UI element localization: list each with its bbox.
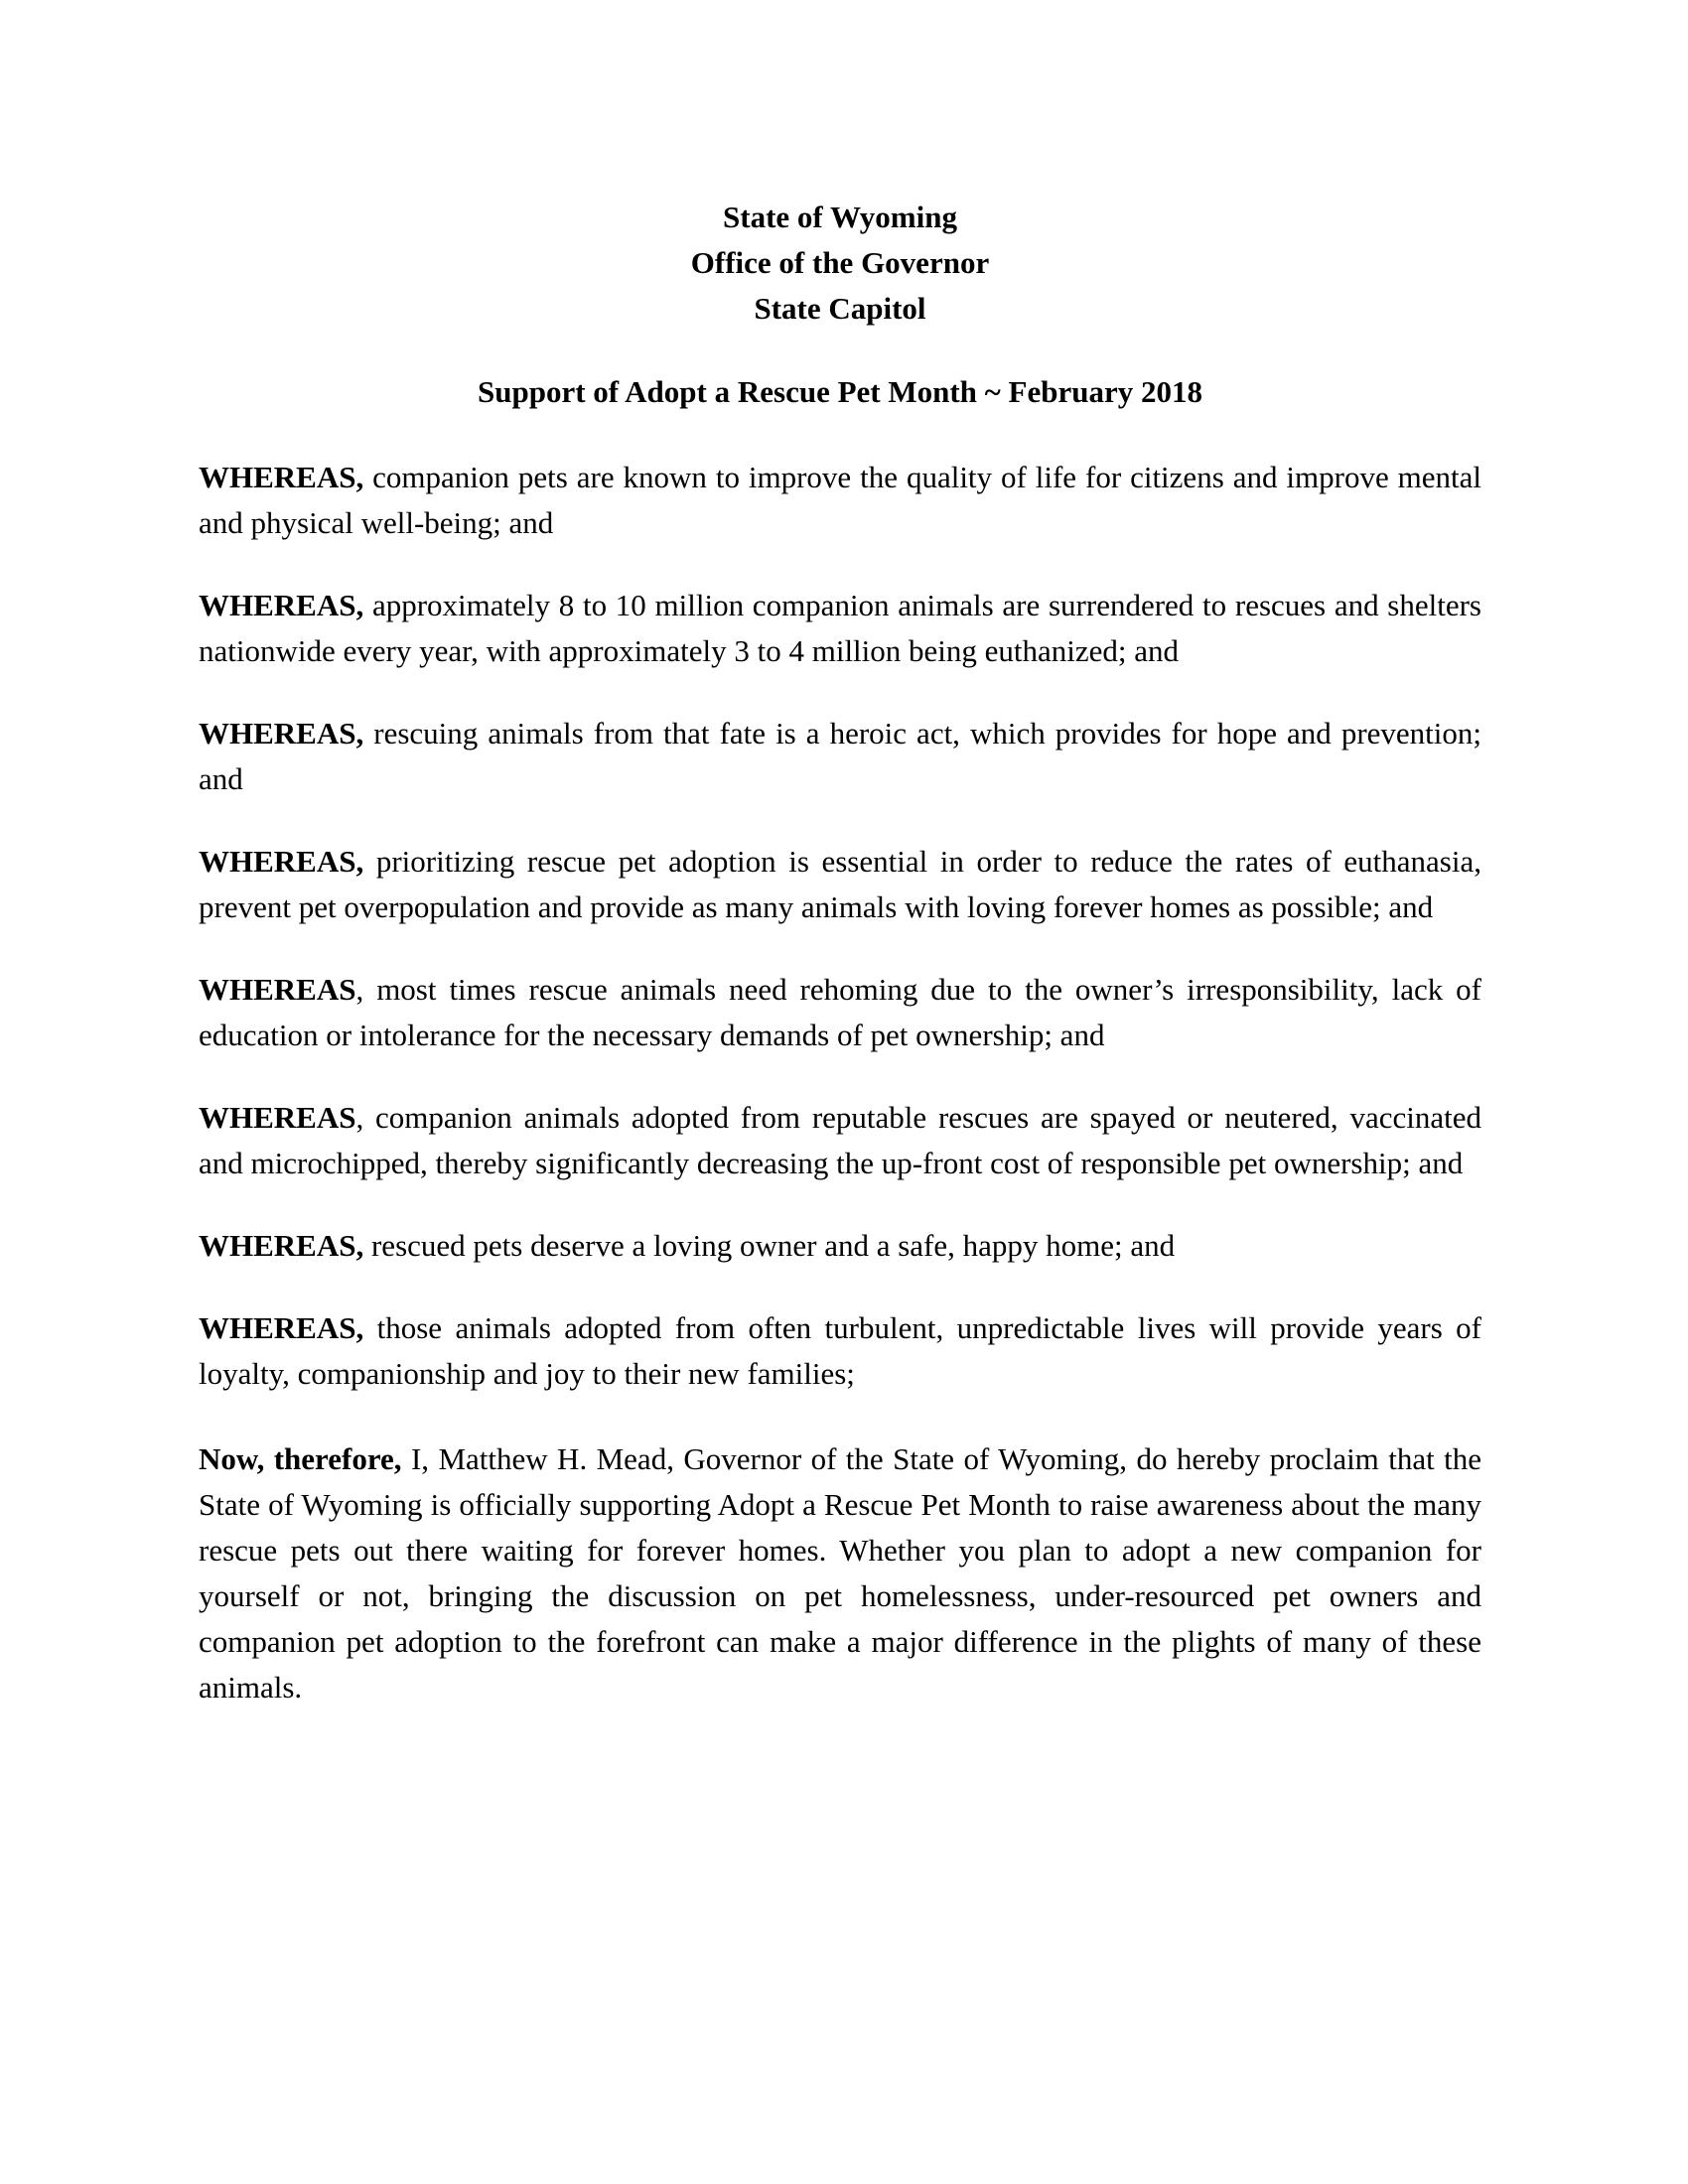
header-office: Office of the Governor [690,245,990,280]
whereas-lead: WHEREAS [199,972,356,1007]
whereas-paragraph [199,967,1481,1058]
whereas-paragraph [199,1095,1481,1186]
whereas-lead: WHEREAS, [199,1228,364,1263]
whereas-text: approximately 8 to 10 million companion animals are surrendered to rescues and shelters nationwide every year, with approximately 3 to 4 million being euthanized; and [199,588,1481,668]
whereas-lead: WHEREAS [199,1100,356,1135]
whereas-lead: WHEREAS, [199,844,364,879]
header-state: State of Wyoming [723,200,957,234]
whereas-paragraph [199,583,1481,674]
proclamation-page [199,195,1481,1710]
whereas-paragraph [199,839,1481,930]
whereas-text: , most times rescue animals need rehoming due to the owner’s irresponsibility, lack of education or intolerance for the necessary demands of pet ownership; and [199,972,1481,1052]
proclamation-text: I, Matthew H. Mead, Governor of the State of Wyoming, do hereby proclaim that the State of Wyoming is officially supporting Adopt a Rescue Pet Month to raise awareness about the many rescue pets out there waiting for forever homes. Whether you plan to adopt a new companion for yourself or not, bringing the discussion on pet homelessness, under-resourced pet owners and companion pet adoption to the forefront can make a major difference in the plights of many of these animals. [199,1441,1481,1705]
whereas-paragraph [199,711,1481,802]
whereas-text: prioritizing rescue pet adoption is essential in order to reduce the rates of euthanasia, prevent pet overpopulation and provide as many animals with loving forever homes as possible; and [199,844,1481,924]
whereas-text: , companion animals adopted from reputable rescues are spayed or neutered, vaccinated and microchipped, thereby significantly decreasing the up-front cost of responsible pet ownership; and [199,1100,1481,1180]
whereas-lead: WHEREAS, [199,1310,364,1345]
whereas-lead: WHEREAS, [199,588,364,622]
proclamation-title: Support of Adopt a Rescue Pet Month ~ February 2018 [478,374,1202,409]
proclamation-lead: Now, therefore, [199,1441,402,1476]
header-capitol: State Capitol [754,291,926,326]
whereas-lead: WHEREAS, [199,716,364,751]
whereas-paragraph [199,1305,1481,1397]
whereas-text: rescued pets deserve a loving owner and a safe, happy home; and [363,1228,1176,1263]
whereas-text: those animals adopted from often turbulent, unpredictable lives will provide years of loyalty, companionship and joy to their new families; [199,1310,1481,1391]
whereas-paragraph [199,1223,1481,1269]
whereas-paragraph [199,455,1481,546]
proclamation-paragraph [199,1436,1481,1710]
whereas-text: rescuing animals from that fate is a heroic act, which provides for hope and prevention; and [199,716,1481,796]
whereas-lead: WHEREAS, [199,460,364,494]
whereas-text: companion pets are known to improve the quality of life for citizens and improve mental and physical well-being; and [199,460,1481,540]
